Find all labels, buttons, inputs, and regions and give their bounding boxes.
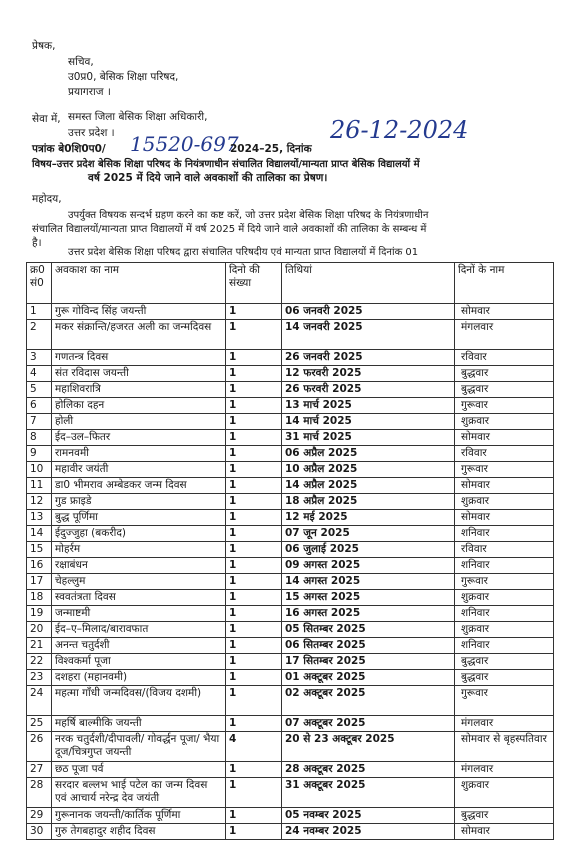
row-date: 13 मार्च 2025 <box>282 398 455 414</box>
row-serial: 27 <box>27 762 52 778</box>
reference-prefix: पत्रांक बे0शि0प0/ <box>32 143 106 155</box>
row-holiday-name: महत्मा गाँधी जन्मदिवस/(विजय दशमी) <box>52 686 226 716</box>
row-date: 02 अक्टूबर 2025 <box>282 686 455 716</box>
row-date: 24 नवम्बर 2025 <box>282 824 455 840</box>
row-serial: 10 <box>27 462 52 478</box>
row-date: 12 फरवरी 2025 <box>282 366 455 382</box>
row-holiday-name: छठ पूजा पर्व <box>52 762 226 778</box>
row-holiday-name: डा0 भीमराव अम्बेडकर जन्म दिवस <box>52 478 226 494</box>
row-weekday: रविवार <box>455 446 554 462</box>
row-serial: 3 <box>27 350 52 366</box>
row-holiday-name: चेहल्लुम <box>52 574 226 590</box>
row-day-count: 1 <box>226 778 282 808</box>
holiday-table <box>26 262 554 840</box>
row-weekday: सोमवार <box>455 430 554 446</box>
row-date: 07 अक्टूबर 2025 <box>282 716 455 732</box>
row-serial: 2 <box>27 320 52 350</box>
row-serial: 25 <box>27 716 52 732</box>
row-day-count: 1 <box>226 574 282 590</box>
row-weekday: शनिवार <box>455 606 554 622</box>
to-label: सेवा में, <box>32 113 61 125</box>
row-holiday-name: स्ववतंत्रता दिवस <box>52 590 226 606</box>
row-weekday: रविवार <box>455 350 554 366</box>
table-row <box>27 808 554 824</box>
row-day-count: 1 <box>226 478 282 494</box>
row-serial: 1 <box>27 304 52 320</box>
row-day-count: 1 <box>226 462 282 478</box>
row-date: 06 जुलाई 2025 <box>282 542 455 558</box>
row-day-count: 1 <box>226 320 282 350</box>
table-row <box>27 526 554 542</box>
row-weekday: सोमवार <box>455 304 554 320</box>
row-weekday: गुरूवार <box>455 574 554 590</box>
to-line-1: समस्त जिला बेसिक शिक्षा अधिकारी, <box>68 111 208 123</box>
row-holiday-name: ईदुज्जुहा (बकरीद) <box>52 526 226 542</box>
table-row <box>27 638 554 654</box>
row-weekday: शुक्रवार <box>455 778 554 808</box>
table-row <box>27 622 554 638</box>
row-holiday-name: होली <box>52 414 226 430</box>
table-row <box>27 304 554 320</box>
row-holiday-name: महावीर जयंती <box>52 462 226 478</box>
paragraph-1-line-2: संचालित विद्यालयों/मान्यता प्राप्त विद्यालयों में वर्ष 2025 में दिये जाने वाले अवकाशों की तालिका के सम्बन्ध में <box>32 224 427 235</box>
row-day-count: 1 <box>226 824 282 840</box>
row-holiday-name: महर्षि बाल्मीकि जयन्ती <box>52 716 226 732</box>
row-day-count: 1 <box>226 430 282 446</box>
row-serial: 8 <box>27 430 52 446</box>
row-weekday: सोमवार से बृहस्पतिवार <box>455 732 554 762</box>
table-row <box>27 574 554 590</box>
row-holiday-name: नरक चतुर्दशी/दीपावली/ गोवर्द्धन पूजा/ भैया दूज/चित्रगुप्त जयन्ती <box>52 732 226 762</box>
row-weekday: रविवार <box>455 542 554 558</box>
row-weekday: बुद्धवार <box>455 654 554 670</box>
row-day-count: 1 <box>226 366 282 382</box>
row-date: 14 अगस्त 2025 <box>282 574 455 590</box>
row-day-count: 1 <box>226 494 282 510</box>
row-weekday: बुद्धवार <box>455 382 554 398</box>
row-weekday: गुरूवार <box>455 686 554 716</box>
header-dates: तिथियां <box>282 263 455 304</box>
row-serial: 30 <box>27 824 52 840</box>
table-row <box>27 654 554 670</box>
table-row <box>27 398 554 414</box>
row-weekday: बुद्धवार <box>455 366 554 382</box>
row-holiday-name: रक्षाबंधन <box>52 558 226 574</box>
table-row <box>27 590 554 606</box>
row-holiday-name: संत रविदास जयन्ती <box>52 366 226 382</box>
row-date: 31 अक्टूबर 2025 <box>282 778 455 808</box>
row-weekday: मंगलवार <box>455 320 554 350</box>
row-holiday-name: ईद–उल–फितर <box>52 430 226 446</box>
row-holiday-name: ईद–ए–मिलाद/बारावफात <box>52 622 226 638</box>
row-weekday: बुद्धवार <box>455 808 554 824</box>
row-date: 15 अगस्त 2025 <box>282 590 455 606</box>
row-date: 07 जून 2025 <box>282 526 455 542</box>
table-row <box>27 670 554 686</box>
row-weekday: मंगलवार <box>455 716 554 732</box>
row-holiday-name: गुरु तेगबहादुर शहीद दिवस <box>52 824 226 840</box>
row-date: 09 अगस्त 2025 <box>282 558 455 574</box>
row-holiday-name: मकर संक्रान्ति/हजरत अली का जन्मदिवस <box>52 320 226 350</box>
table-row <box>27 462 554 478</box>
row-weekday: शुक्रवार <box>455 414 554 430</box>
row-weekday: शनिवार <box>455 558 554 574</box>
row-day-count: 1 <box>226 606 282 622</box>
row-serial: 20 <box>27 622 52 638</box>
row-serial: 17 <box>27 574 52 590</box>
row-day-count: 1 <box>226 590 282 606</box>
row-serial: 21 <box>27 638 52 654</box>
row-weekday: सोमवार <box>455 478 554 494</box>
row-day-count: 1 <box>226 510 282 526</box>
table-row <box>27 366 554 382</box>
row-serial: 6 <box>27 398 52 414</box>
row-weekday: सोमवार <box>455 824 554 840</box>
row-day-count: 1 <box>226 686 282 716</box>
row-day-count: 1 <box>226 808 282 824</box>
table-row <box>27 716 554 732</box>
row-date: 20 से 23 अक्टूबर 2025 <box>282 732 455 762</box>
table-row <box>27 686 554 716</box>
salutation: महोदय, <box>32 193 62 205</box>
header-holiday-name: अवकाश का नाम <box>52 263 226 304</box>
table-body <box>27 304 554 840</box>
row-serial: 11 <box>27 478 52 494</box>
table-row <box>27 778 554 808</box>
to-line-2: उत्तर प्रदेश । <box>68 127 115 139</box>
paragraph-1-line-3: है। <box>32 237 42 249</box>
row-weekday: बुद्धवार <box>455 670 554 686</box>
row-day-count: 1 <box>226 304 282 320</box>
table-row <box>27 320 554 350</box>
row-holiday-name: जन्माष्टमी <box>52 606 226 622</box>
row-serial: 14 <box>27 526 52 542</box>
row-day-count: 1 <box>226 638 282 654</box>
row-date: 10 अप्रैल 2025 <box>282 462 455 478</box>
row-date: 06 जनवरी 2025 <box>282 304 455 320</box>
row-holiday-name: होलिका दहन <box>52 398 226 414</box>
row-serial: 22 <box>27 654 52 670</box>
table-row <box>27 762 554 778</box>
paragraph-2-line-1: उत्तर प्रदेश बेसिक शिक्षा परिषद द्वारा संचालित परिषदीय एवं मान्यता प्राप्त विद्यालयों में दिनांक 01 <box>68 247 419 258</box>
table-row <box>27 494 554 510</box>
row-day-count: 1 <box>226 542 282 558</box>
row-date: 14 जनवरी 2025 <box>282 320 455 350</box>
table-row <box>27 478 554 494</box>
row-date: 26 फरवरी 2025 <box>282 382 455 398</box>
date-handwritten: 26-12-2024 <box>330 116 469 144</box>
row-day-count: 1 <box>226 414 282 430</box>
subject-line-2: वर्ष 2025 में दिये जाने वाले अवकाशों की तालिका का प्रेषण। <box>88 172 328 184</box>
from-label: प्रेषक, <box>32 40 56 52</box>
row-weekday: सोमवार <box>455 510 554 526</box>
row-holiday-name: गुड फ्राइडे <box>52 494 226 510</box>
header-weekday: दिनों के नाम <box>455 263 554 304</box>
row-date: 17 सितम्बर 2025 <box>282 654 455 670</box>
row-serial: 7 <box>27 414 52 430</box>
row-date: 05 सितम्बर 2025 <box>282 622 455 638</box>
row-serial: 26 <box>27 732 52 762</box>
table-row <box>27 606 554 622</box>
row-holiday-name: महाशिवरात्रि <box>52 382 226 398</box>
row-serial: 12 <box>27 494 52 510</box>
row-holiday-name: गुरू गोविन्द सिंह जयन्ती <box>52 304 226 320</box>
row-date: 01 अक्टूबर 2025 <box>282 670 455 686</box>
row-date: 05 नवम्बर 2025 <box>282 808 455 824</box>
row-weekday: शुक्रवार <box>455 622 554 638</box>
row-weekday: गुरूवार <box>455 398 554 414</box>
subject-line-1: विषय–उत्तर प्रदेश बेसिक शिक्षा परिषद के नियंत्रणाधीन संचालित विद्यालयों/मान्यता प्राप्त बेसिक विद्यालयों में <box>32 159 420 170</box>
row-day-count: 1 <box>226 350 282 366</box>
table-header-row <box>27 263 554 304</box>
table-row <box>27 430 554 446</box>
row-day-count: 1 <box>226 716 282 732</box>
row-day-count: 1 <box>226 654 282 670</box>
row-date: 06 सितम्बर 2025 <box>282 638 455 654</box>
row-serial: 15 <box>27 542 52 558</box>
reference-suffix: 2024–25, दिनांक <box>230 143 312 155</box>
row-day-count: 1 <box>226 446 282 462</box>
row-date: 28 अक्टूबर 2025 <box>282 762 455 778</box>
row-day-count: 1 <box>226 762 282 778</box>
row-weekday: शुक्रवार <box>455 590 554 606</box>
row-holiday-name: विश्वकर्मा पूजा <box>52 654 226 670</box>
row-serial: 28 <box>27 778 52 808</box>
row-date: 14 मार्च 2025 <box>282 414 455 430</box>
row-day-count: 1 <box>226 382 282 398</box>
row-serial: 29 <box>27 808 52 824</box>
row-holiday-name: दशहरा (महानवमी) <box>52 670 226 686</box>
row-holiday-name: अनन्त चतुर्दशी <box>52 638 226 654</box>
row-holiday-name: सरदार बल्लभ भाई पटेल का जन्म दिवस एवं आचार्य नरेन्द्र देव जयंती <box>52 778 226 808</box>
row-serial: 9 <box>27 446 52 462</box>
row-holiday-name: बुद्ध पूर्णिमा <box>52 510 226 526</box>
from-line-3: प्रयागराज । <box>68 86 111 98</box>
row-weekday: शुक्रवार <box>455 494 554 510</box>
table-row <box>27 732 554 762</box>
row-date: 18 अप्रैल 2025 <box>282 494 455 510</box>
row-date: 06 अप्रैल 2025 <box>282 446 455 462</box>
row-holiday-name: गणतन्त्र दिवस <box>52 350 226 366</box>
row-serial: 24 <box>27 686 52 716</box>
paragraph-1-line-1: उपर्युक्त विषयक सन्दर्भ ग्रहण करने का कष्ट करें, जो उत्तर प्रदेश बेसिक शिक्षा परिषद के नियंत्रणाधीन <box>68 210 429 221</box>
row-day-count: 1 <box>226 622 282 638</box>
row-date: 14 अप्रैल 2025 <box>282 478 455 494</box>
table-row <box>27 446 554 462</box>
header-serial: क्र0 सं0 <box>27 263 52 304</box>
row-date: 31 मार्च 2025 <box>282 430 455 446</box>
row-day-count: 1 <box>226 670 282 686</box>
row-date: 26 जनवरी 2025 <box>282 350 455 366</box>
row-date: 12 मई 2025 <box>282 510 455 526</box>
reference-number-handwritten: 15520-697 <box>130 132 239 156</box>
table-row <box>27 382 554 398</box>
row-day-count: 1 <box>226 526 282 542</box>
table-row <box>27 558 554 574</box>
row-weekday: गुरूवार <box>455 462 554 478</box>
from-line-2: उ0प्र0, बेसिक शिक्षा परिषद, <box>68 71 179 83</box>
row-serial: 13 <box>27 510 52 526</box>
from-line-1: सचिव, <box>68 56 94 68</box>
row-weekday: शनिवार <box>455 526 554 542</box>
row-weekday: शनिवार <box>455 638 554 654</box>
row-holiday-name: मोहर्रम <box>52 542 226 558</box>
header-day-count: दिनो की संख्या <box>226 263 282 304</box>
row-serial: 18 <box>27 590 52 606</box>
row-holiday-name: रामनवमी <box>52 446 226 462</box>
row-serial: 4 <box>27 366 52 382</box>
row-serial: 19 <box>27 606 52 622</box>
table-row <box>27 824 554 840</box>
row-day-count: 4 <box>226 732 282 762</box>
row-serial: 5 <box>27 382 52 398</box>
row-day-count: 1 <box>226 398 282 414</box>
row-serial: 16 <box>27 558 52 574</box>
row-date: 16 अगस्त 2025 <box>282 606 455 622</box>
row-day-count: 1 <box>226 558 282 574</box>
table-row <box>27 542 554 558</box>
row-serial: 23 <box>27 670 52 686</box>
table-row <box>27 510 554 526</box>
row-holiday-name: गुरूनानक जयन्ती/कार्तिक पूर्णिमा <box>52 808 226 824</box>
table-row <box>27 350 554 366</box>
table-row <box>27 414 554 430</box>
row-weekday: मंगलवार <box>455 762 554 778</box>
